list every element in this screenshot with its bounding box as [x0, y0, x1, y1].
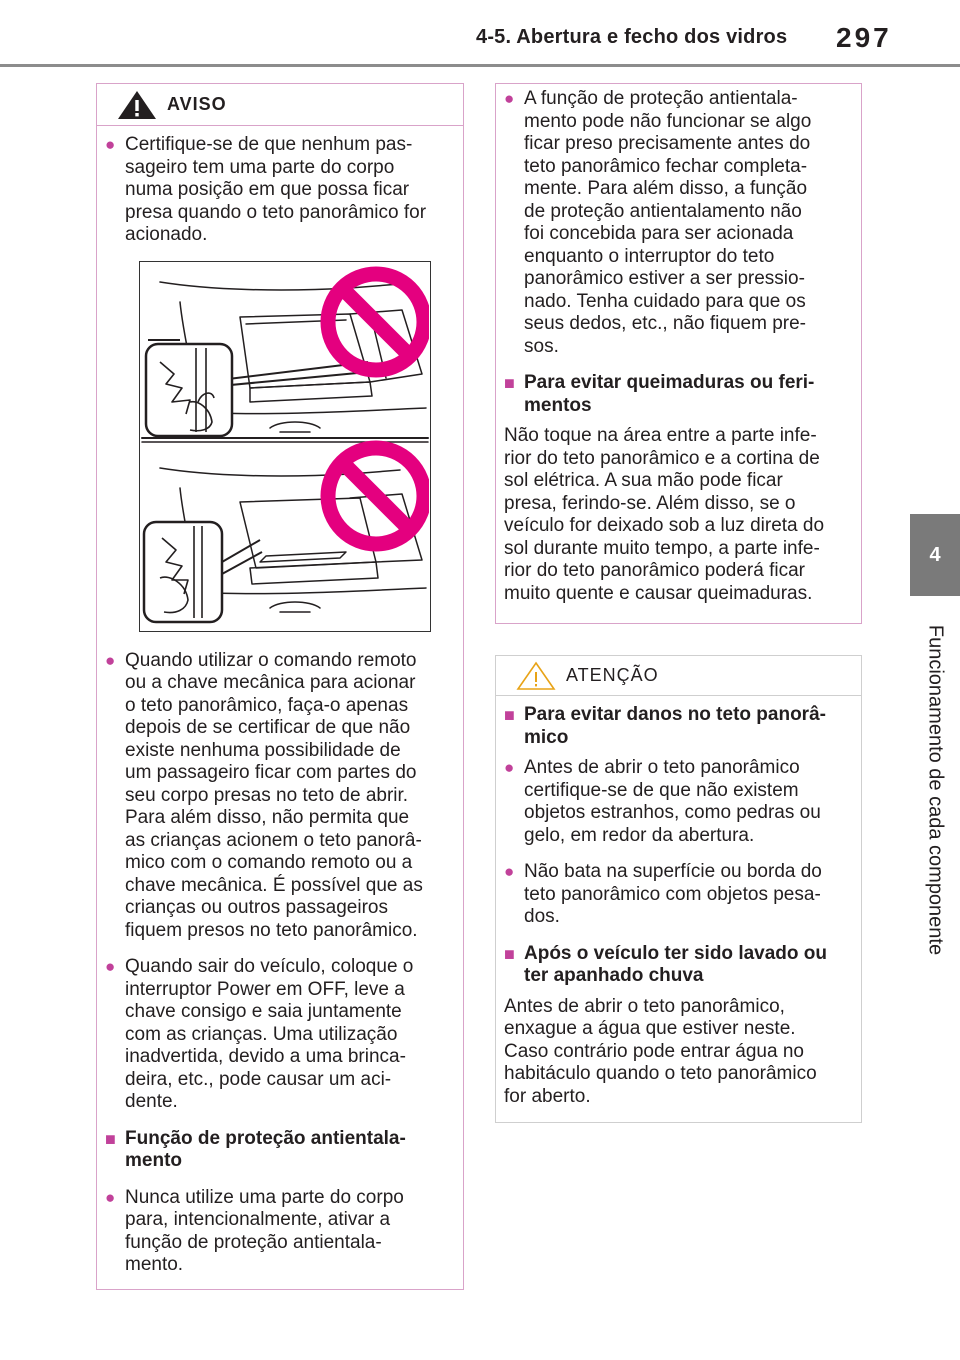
subheading — [504, 372, 853, 417]
list-item — [105, 1187, 455, 1277]
subheading — [504, 943, 853, 988]
item-text: Não bata na superfície ou borda do teto panorâmico com objetos pesa- dos. — [524, 861, 822, 927]
header-rule — [0, 64, 960, 67]
chapter-tab[interactable]: 4 — [910, 514, 960, 596]
warning-continued-body — [496, 84, 861, 621]
bullet-icon: ● — [504, 862, 515, 881]
bullet-icon: ● — [105, 1187, 116, 1207]
item-text: Nunca utilize uma parte do corpo para, intencionalmente, ativar a função de proteção antientala- mento. — [125, 1186, 404, 1275]
warning-title: AVISO — [167, 94, 227, 114]
notice-box — [495, 655, 862, 1123]
bullet-icon: ● — [105, 957, 116, 976]
notice-box-body — [496, 696, 861, 1124]
chapter-title: Funcionamento de cada componente — [924, 624, 947, 956]
prohibition-icon — [328, 448, 424, 544]
item-text: A função de proteção antientala- mento pode não funcionar se algo ficar preso precisamente antes do teto panorâmico fechar completa- mente. Para além disso, a função de proteção antientalamento não foi concebida para ser acionada enquanto o interruptor do teto panorâmico estiver a ser pressio- nado. Tenha cuidado para que os seus dedos, etc., não fiquem pre- sos. — [524, 88, 812, 357]
list-item — [105, 134, 455, 247]
square-bullet-icon: ■ — [504, 943, 515, 964]
section-title: 4-5. Abertura e fecho dos vidros — [476, 26, 788, 48]
bullet-icon: ● — [504, 89, 515, 108]
warning-box-header — [97, 84, 463, 126]
subheading-text: Após o veículo ter sido lavado ou ter apanhado chuva — [524, 942, 827, 986]
notice-title: ATENÇÃO — [566, 665, 659, 685]
item-text: Quando utilizar o comando remoto ou a chave mecânica para acionar o teto panorâmico, faça-o apenas depois de se certificar de que não existe nenhuma possibilidade de um passageiro ficar com partes do seu corpo presas no teto de abrir. Para além disso, não permita que as crianças acionem o teto panorâ- mico com o comando remoto ou a chave mecânica. É possível que as crianças ou outros passageiros fiquem presos no teto panorâmico. — [125, 649, 423, 941]
subheading — [105, 1128, 455, 1173]
prohibition-icon — [328, 274, 424, 370]
item-text: Antes de abrir o teto panorâmico certifique-se de que não existem objetos estranhos, como pedras ou gelo, em redor da abertura. — [524, 757, 821, 846]
notice-box-header — [496, 656, 861, 696]
square-bullet-icon: ■ — [504, 705, 515, 725]
bullet-icon: ● — [504, 758, 515, 777]
list-item — [504, 757, 853, 847]
list-item — [105, 650, 455, 943]
subheading-text: Para evitar queimaduras ou feri- mentos — [524, 372, 815, 416]
page-number: 297 — [836, 22, 892, 53]
list-item — [504, 861, 853, 929]
bullet-icon: ● — [105, 650, 116, 670]
warning-box-body — [97, 126, 463, 1301]
subheading-text: Para evitar danos no teto panorâ- mico — [524, 704, 826, 748]
item-text: Certifique-se de que nenhum pas- sageiro tem uma parte do corpo numa posição em que possa ficar presa quando o teto panorâmico for acionado. — [125, 134, 427, 245]
caution-triangle-icon — [516, 661, 556, 691]
warning-box-right — [495, 83, 862, 624]
list-item — [105, 956, 455, 1114]
square-bullet-icon: ■ — [105, 1128, 116, 1149]
warning-box-left — [96, 83, 464, 1290]
square-bullet-icon: ■ — [504, 373, 515, 393]
bullet-icon: ● — [105, 135, 116, 154]
paragraph: Antes de abrir o teto panorâmico, enxague a água que estiver neste. Caso contrário pode entrar água no habitáculo quando o teto panorâmico for aberto. — [504, 995, 817, 1107]
subheading — [504, 704, 853, 749]
subheading-text: Função de proteção antientala- mento — [125, 1127, 406, 1171]
sunroof-illustration — [139, 261, 431, 632]
list-item — [504, 88, 853, 358]
paragraph: Não toque na área entre a parte infe- rior do teto panorâmico e a cortina de sol elétrica. A sua mão pode ficar presa, ferindo-se. Além disso, se o veículo for deixado sob a luz direta do sol durante muito tempo, a parte infe- rior do teto panorâmico poderá ficar muito quente e causar queimaduras. — [504, 425, 825, 604]
item-text: Quando sair do veículo, coloque o interruptor Power em OFF, leve a chave consigo e saia juntamente com as crianças. Uma utilização inadvertida, devido a uma brinca- deira, etc., pode causar um aci- dente. — [125, 956, 414, 1112]
warning-triangle-icon — [117, 90, 157, 120]
